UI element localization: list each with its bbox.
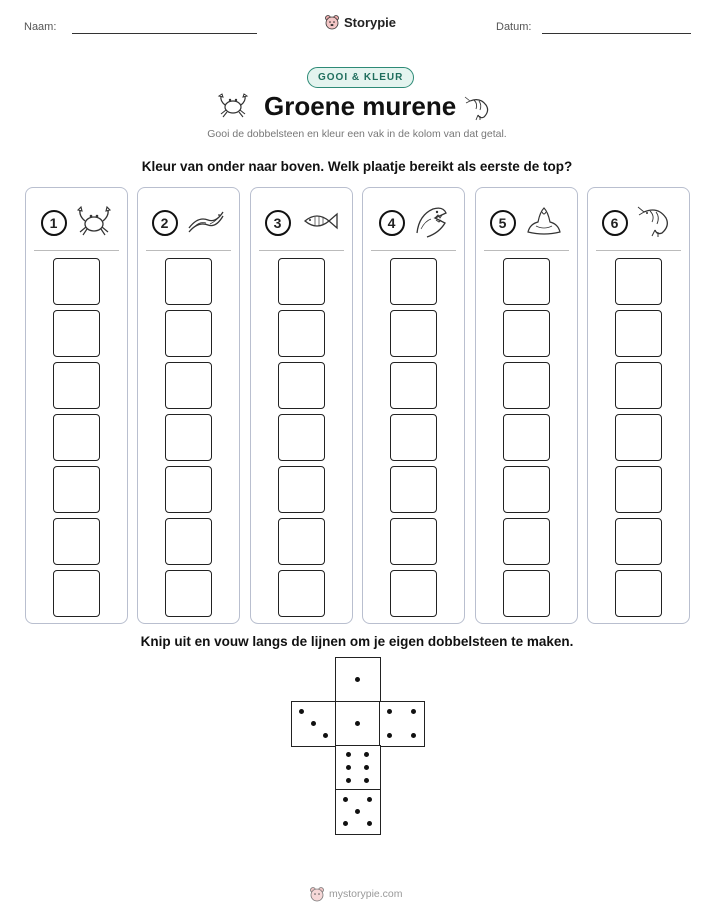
color-cell[interactable] xyxy=(615,518,662,565)
brand-logo xyxy=(324,14,396,30)
color-cell[interactable] xyxy=(165,258,212,305)
dice-column-3 xyxy=(250,187,353,624)
dice-pip xyxy=(387,709,392,714)
dice-face-4 xyxy=(379,701,425,747)
color-cell[interactable] xyxy=(165,466,212,513)
color-cell[interactable] xyxy=(615,362,662,409)
footer xyxy=(309,886,403,902)
column-header xyxy=(146,196,231,251)
color-cell[interactable] xyxy=(278,258,325,305)
dice-pip xyxy=(355,809,360,814)
dice-pip xyxy=(364,765,369,770)
dice-column-2 xyxy=(137,187,240,624)
page-title: Groene murene xyxy=(264,91,457,121)
bear-icon xyxy=(309,886,325,902)
color-cell[interactable] xyxy=(503,518,550,565)
dice-column-1 xyxy=(25,187,128,624)
color-cell[interactable] xyxy=(165,310,212,357)
dice-pip xyxy=(367,821,372,826)
color-cell[interactable] xyxy=(615,414,662,461)
dice-face-5 xyxy=(335,789,381,835)
column-number: 5 xyxy=(490,210,516,236)
color-cell[interactable] xyxy=(390,362,437,409)
shrimp-icon xyxy=(464,95,494,126)
dice-pip xyxy=(387,733,392,738)
dice-pip xyxy=(411,709,416,714)
color-cell[interactable] xyxy=(390,570,437,617)
color-cell[interactable] xyxy=(615,310,662,357)
dice-face-6 xyxy=(335,745,381,791)
column-header xyxy=(484,196,569,251)
color-cell[interactable] xyxy=(390,466,437,513)
instruction: Kleur van onder naar boven. Welk plaatje bereikt als eerste de top? xyxy=(141,159,573,174)
color-cell[interactable] xyxy=(390,518,437,565)
column-header xyxy=(34,196,119,251)
color-cell[interactable] xyxy=(53,258,100,305)
color-cell[interactable] xyxy=(503,414,550,461)
date-label: Datum: xyxy=(496,21,532,33)
color-cell[interactable] xyxy=(615,258,662,305)
dice-pip xyxy=(411,733,416,738)
shell-icon xyxy=(524,204,564,243)
color-cell[interactable] xyxy=(278,362,325,409)
color-cell[interactable] xyxy=(390,310,437,357)
fish-icon xyxy=(299,208,339,239)
color-cell[interactable] xyxy=(503,310,550,357)
eel-icon xyxy=(186,206,226,241)
column-number: 2 xyxy=(152,210,178,236)
color-cell[interactable] xyxy=(278,310,325,357)
activity-badge: GOOI & KLEUR xyxy=(307,67,414,88)
dice-column-4 xyxy=(362,187,465,624)
bear-icon xyxy=(324,14,340,30)
color-cell[interactable] xyxy=(53,414,100,461)
color-cell[interactable] xyxy=(503,570,550,617)
brand-name: Storypie xyxy=(344,14,397,30)
color-cell[interactable] xyxy=(53,518,100,565)
cut-instruction: Knip uit en vouw langs de lijnen om je eigen dobbelsteen te maken. xyxy=(140,634,574,649)
name-line xyxy=(72,33,257,34)
dice-column-6 xyxy=(587,187,690,624)
color-cell[interactable] xyxy=(503,258,550,305)
dice-pip xyxy=(355,677,360,682)
crab-icon xyxy=(217,91,249,124)
column-number: 6 xyxy=(602,210,628,236)
dice-face-3 xyxy=(291,701,337,747)
shrimp-icon xyxy=(636,204,676,243)
color-cell[interactable] xyxy=(278,518,325,565)
color-cell[interactable] xyxy=(503,362,550,409)
color-cell[interactable] xyxy=(53,570,100,617)
dice-pip xyxy=(355,721,360,726)
date-line xyxy=(542,33,691,34)
dice-column-5 xyxy=(475,187,578,624)
dice-pip xyxy=(311,721,316,726)
dice-pip xyxy=(343,821,348,826)
column-number: 4 xyxy=(379,210,405,236)
dice-pip xyxy=(364,752,369,757)
column-number: 3 xyxy=(265,210,291,236)
dice-pip xyxy=(367,797,372,802)
dice-pip xyxy=(346,778,351,783)
dice-pip xyxy=(346,752,351,757)
color-cell[interactable] xyxy=(390,414,437,461)
color-cell[interactable] xyxy=(278,414,325,461)
column-header xyxy=(596,196,681,251)
color-cell[interactable] xyxy=(53,362,100,409)
dice-face-1 xyxy=(335,701,381,747)
color-cell[interactable] xyxy=(615,466,662,513)
dice-pip xyxy=(346,765,351,770)
color-cell[interactable] xyxy=(165,414,212,461)
color-cell[interactable] xyxy=(165,362,212,409)
footer-url: mystorypie.com xyxy=(329,888,403,900)
column-header xyxy=(371,196,456,251)
color-cell[interactable] xyxy=(165,570,212,617)
color-cell[interactable] xyxy=(503,466,550,513)
color-cell[interactable] xyxy=(390,258,437,305)
dice-pip xyxy=(343,797,348,802)
dice-face-1 xyxy=(335,657,381,703)
subtitle: Gooi de dobbelsteen en kleur een vak in de kolom van dat getal. xyxy=(207,128,507,140)
color-cell[interactable] xyxy=(53,310,100,357)
color-cell[interactable] xyxy=(278,570,325,617)
color-cell[interactable] xyxy=(278,466,325,513)
moray-head-icon xyxy=(413,203,449,244)
color-cell[interactable] xyxy=(53,466,100,513)
dice-pip xyxy=(323,733,328,738)
color-cell[interactable] xyxy=(615,570,662,617)
dice-pip xyxy=(299,709,304,714)
color-cell[interactable] xyxy=(165,518,212,565)
crab-icon xyxy=(75,204,113,243)
dice-pip xyxy=(364,778,369,783)
column-number: 1 xyxy=(41,210,67,236)
name-label: Naam: xyxy=(24,21,57,33)
column-header xyxy=(259,196,344,251)
